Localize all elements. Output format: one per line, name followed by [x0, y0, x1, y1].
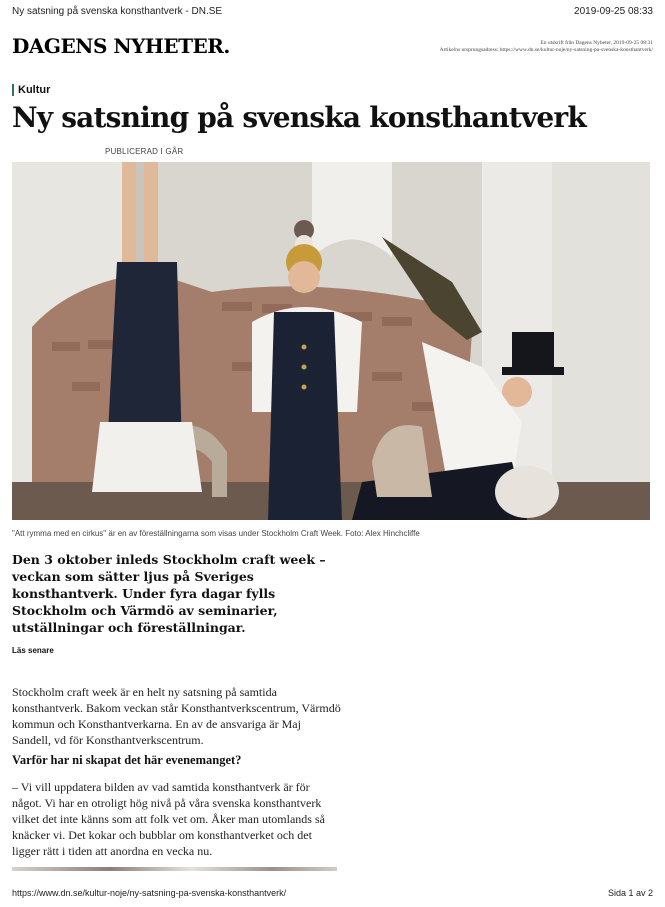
article-paragraph-1: Stockholm craft week är en helt ny satsning på samtida konsthantverk. Bakom veckan står Konsthantverkscentrum, Värmdö kommun och Konsthantverkarna. En av de ansvariga är Maj Sandell, vd för Konsthantverkscentrum.	[12, 685, 341, 747]
next-image-strip	[12, 867, 337, 871]
footer-url[interactable]: https://www.dn.se/kultur-noje/ny-satsning-pa-svenska-konsthantverk/	[12, 888, 287, 898]
article-lead: Den 3 oktober inleds Stockholm craft week – veckan som sätter ljus på Sveriges konsthantverk. Under fyra dagar fylls Stockholm och Värmdö av seminarier, utställningar och föreställningar.	[12, 552, 326, 635]
article-headline: Ny satsning på svenska konsthantverk	[12, 101, 586, 134]
read-later-link[interactable]: Läs senare	[12, 646, 54, 655]
article-subhead: Varför har ni skapat det här evenemanget?	[12, 753, 242, 767]
article-paragraph-2: – Vi vill uppdatera bilden av vad samtida konsthantverk är för något. Vi har en otroligt hög nivå på våra svenska konsthantverk vilket det inte känns som att folk vet om. Åker man utomlands så knäcker vi. Det kokar och bubblar om konsthantverket och det ligger rätt i tiden att anordna en vecka nu.	[12, 780, 325, 858]
masthead-logo[interactable]: DAGENS NYHETER.	[12, 34, 230, 58]
print-header-title: Ny satsning på svenska konsthantverk - DN.SE	[12, 5, 223, 17]
section-tag[interactable]: Kultur	[12, 84, 50, 96]
print-meta	[440, 40, 653, 54]
printed-from-note: En utskrift från Dagens Nyheter, 2019-09-25 08:31	[540, 40, 653, 46]
published-label: PUBLICERAD I GÅR	[105, 147, 184, 156]
print-header-timestamp: 2019-09-25 08:33	[574, 5, 653, 17]
print-header	[12, 4, 653, 18]
print-footer	[12, 886, 653, 900]
page-counter: Sida 1 av 2	[607, 888, 653, 898]
photo-caption: "Att rymma med en cirkus" är en av föreställningarna som visas under Stockholm Craft Week. Foto: Alex Hinchcliffe	[12, 529, 420, 538]
article-photo	[12, 162, 650, 520]
article-address-note: Artikelns ursprungsadress: https://www.dn.se/kultur-noje/ny-satsning-pa-svenska-konsthantverk/	[439, 47, 653, 53]
